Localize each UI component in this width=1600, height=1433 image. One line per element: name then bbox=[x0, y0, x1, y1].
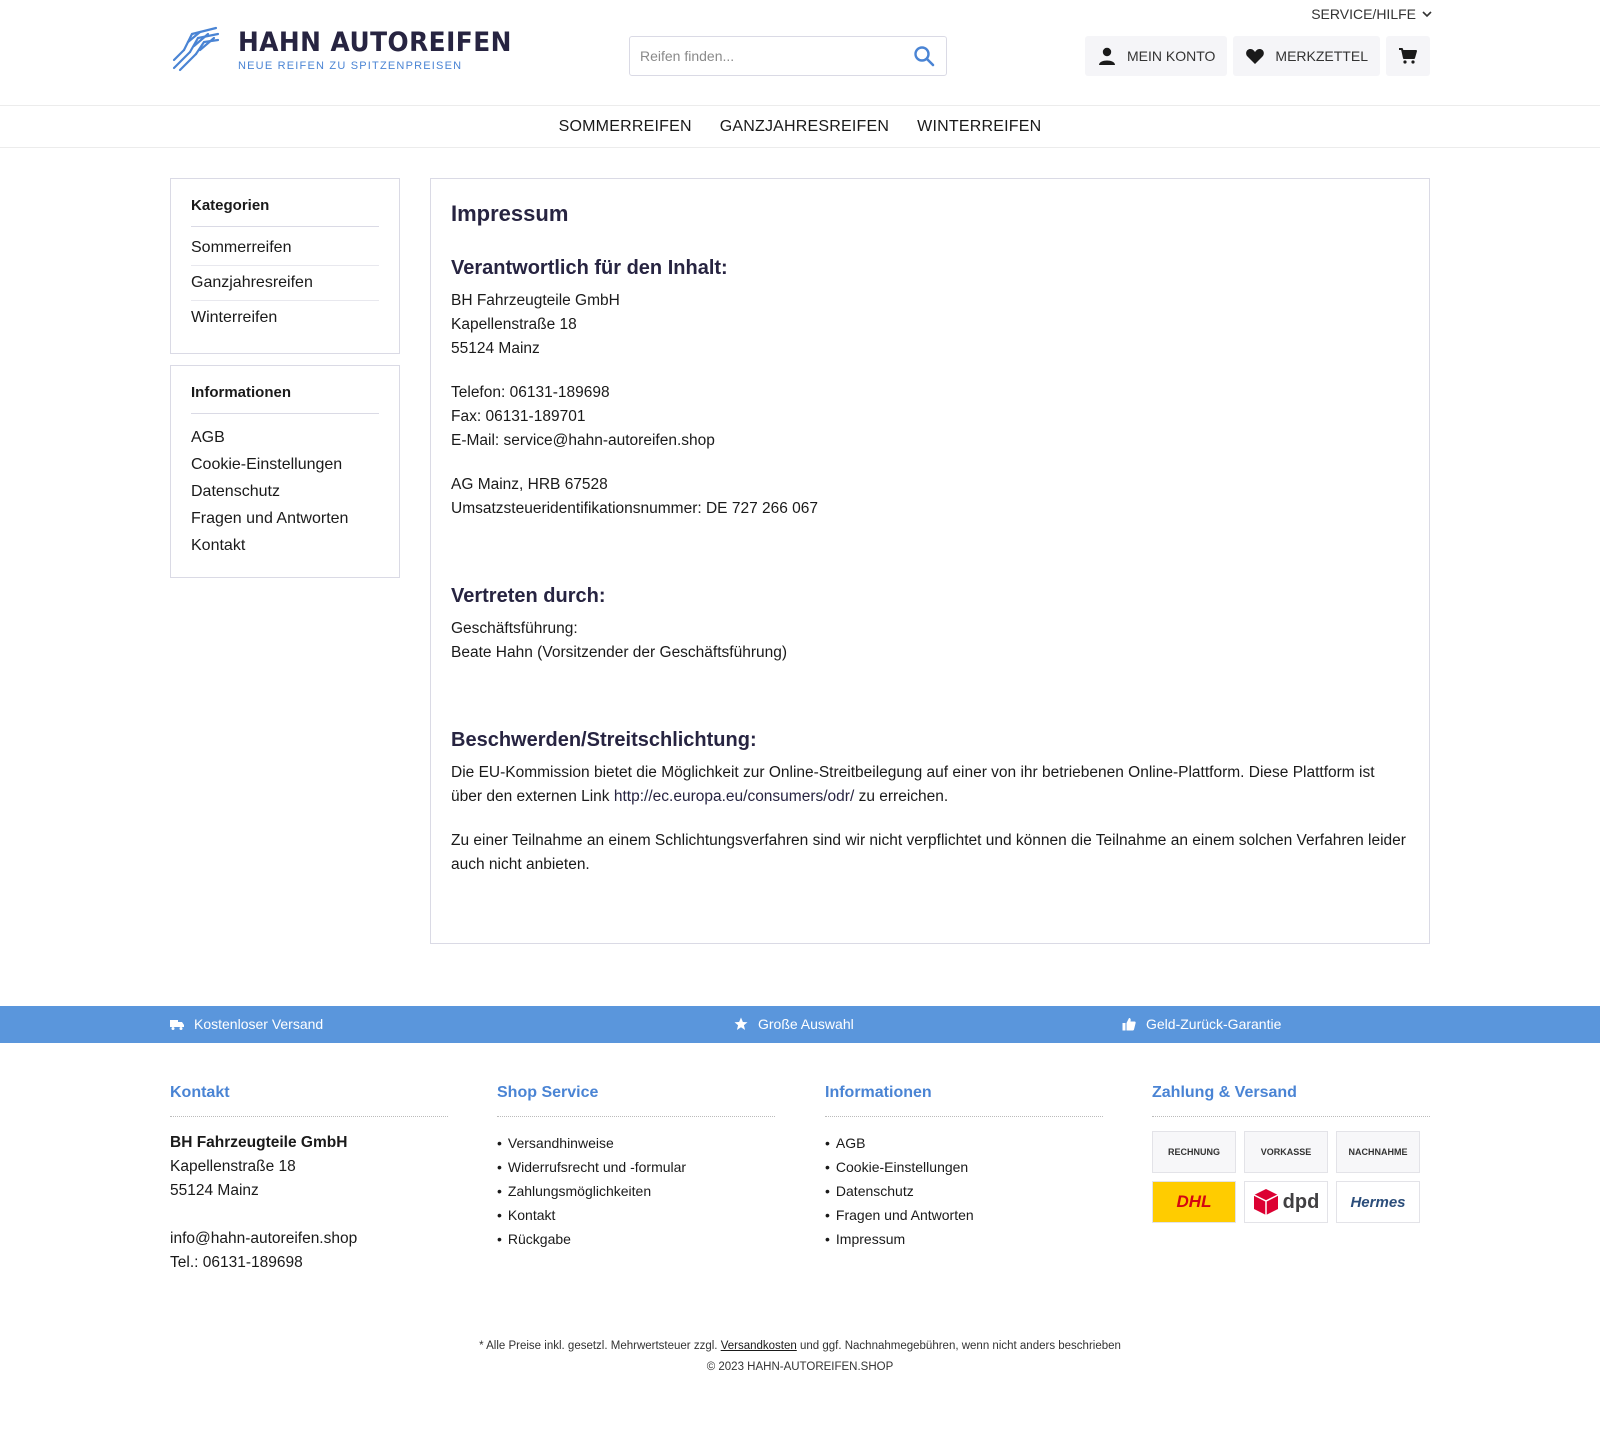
tax-notice bbox=[0, 1336, 1600, 1357]
truck-icon bbox=[170, 1017, 184, 1031]
footer-street: Kapellenstraße 18 bbox=[170, 1158, 296, 1175]
footer-link-rueckgabe[interactable]: • Rückgabe bbox=[497, 1227, 775, 1251]
sidebar-item-datenschutz[interactable]: Datenschutz bbox=[191, 483, 280, 500]
my-account-button[interactable] bbox=[1085, 36, 1227, 76]
usp-free-shipping-label: Kostenloser Versand bbox=[194, 1016, 324, 1032]
fax-number: Fax: 06131-189701 bbox=[451, 408, 586, 425]
footer-payment-shipping bbox=[1152, 1084, 1430, 1223]
tax-notice-suffix: und ggf. Nachnahmegebühren, wenn nicht anders beschrieben bbox=[796, 1340, 1121, 1352]
sidebar-item-cookie-settings[interactable]: Cookie-Einstellungen bbox=[191, 456, 343, 473]
usp-bar bbox=[0, 1006, 1600, 1043]
dpd-label: dpd bbox=[1282, 1190, 1320, 1213]
usp-free-shipping bbox=[170, 1016, 323, 1032]
copyright: © 2023 HAHN-AUTOREIFEN.SHOP bbox=[706, 1361, 894, 1373]
search-input[interactable] bbox=[630, 37, 902, 75]
usp-large-selection bbox=[734, 1016, 854, 1032]
tire-tread-icon bbox=[170, 24, 220, 74]
sidebar-item-ganzjahresreifen[interactable]: Ganzjahresreifen bbox=[191, 266, 379, 301]
star-icon bbox=[734, 1017, 748, 1031]
sidebar-item-kontakt[interactable]: Kontakt bbox=[191, 537, 246, 554]
thumbs-up-icon bbox=[1122, 1017, 1136, 1031]
section-heading-complaints: Beschwerden/Streitschlichtung: bbox=[451, 729, 757, 751]
usp-money-back-label: Geld-Zurück-Garantie bbox=[1146, 1016, 1282, 1032]
footer-contact bbox=[170, 1084, 448, 1275]
footer-link-kontakt[interactable]: • Kontakt bbox=[497, 1203, 775, 1227]
footer-shop-service bbox=[497, 1084, 775, 1251]
nav-item-winterreifen[interactable]: WINTERREIFEN bbox=[917, 117, 1042, 135]
my-account-label: MEIN KONTO bbox=[1127, 48, 1216, 64]
page-title: Impressum bbox=[451, 201, 569, 226]
footer-link-cookie-settings[interactable]: • Cookie-Einstellungen bbox=[825, 1155, 1103, 1179]
sidebar-item-faq[interactable]: Fragen und Antworten bbox=[191, 510, 349, 527]
nav-item-sommerreifen[interactable]: SOMMERREIFEN bbox=[558, 117, 692, 135]
footer-email[interactable]: info@hahn-autoreifen.shop bbox=[170, 1230, 358, 1247]
search-bar bbox=[629, 36, 947, 76]
footer-link-versandhinweise[interactable]: • Versandhinweise bbox=[497, 1131, 775, 1155]
management-label: Geschäftsführung: bbox=[451, 620, 578, 637]
usp-large-selection-label: Große Auswahl bbox=[758, 1016, 854, 1032]
sidebar-categories-title: Kategorien bbox=[191, 197, 379, 227]
payment-nachnahme-badge: NACHNAHME bbox=[1336, 1131, 1420, 1173]
logo[interactable] bbox=[170, 24, 536, 74]
dpd-cube-icon bbox=[1253, 1188, 1279, 1216]
impressum-content bbox=[430, 178, 1430, 944]
usp-money-back bbox=[1122, 1016, 1281, 1032]
section-heading-represented: Vertreten durch: bbox=[451, 585, 606, 607]
odr-text-start: Die EU-Kommission bietet die Möglichkeit zur Online-Streitbeilegung auf einer von ihr betriebenen Online-Plattform. Diese Plattform ist über den externen Link bbox=[451, 764, 1375, 805]
footer-link-faq[interactable]: • Fragen und Antworten bbox=[825, 1203, 1103, 1227]
management-name: Beate Hahn (Vorsitzender der Geschäftsführung) bbox=[451, 644, 788, 661]
cart-button[interactable] bbox=[1386, 36, 1430, 76]
email-address: E-Mail: service@hahn-autoreifen.shop bbox=[451, 432, 715, 449]
wishlist-button[interactable] bbox=[1233, 36, 1380, 76]
nav-item-ganzjahresreifen[interactable]: GANZJAHRESREIFEN bbox=[719, 117, 890, 135]
sidebar-categories bbox=[170, 178, 400, 354]
main-navigation bbox=[0, 105, 1600, 148]
sidebar-information bbox=[170, 365, 400, 578]
vat-id: Umsatzsteueridentifikationsnummer: DE 727 266 067 bbox=[451, 500, 819, 517]
footer-link-zahlungsmoeglichkeiten[interactable]: • Zahlungsmöglichkeiten bbox=[497, 1179, 775, 1203]
sidebar-item-winterreifen[interactable]: Winterreifen bbox=[191, 309, 278, 326]
cart-icon bbox=[1398, 46, 1418, 66]
sidebar-item-agb[interactable]: AGB bbox=[191, 429, 225, 446]
odr-text-end: zu erreichen. bbox=[854, 788, 949, 805]
heart-icon bbox=[1245, 46, 1265, 66]
footer-info-title: Informationen bbox=[825, 1084, 1103, 1117]
wishlist-label: MERKZETTEL bbox=[1275, 48, 1368, 64]
payment-rechnung-badge: RECHNUNG bbox=[1152, 1131, 1236, 1173]
tax-notice-prefix: * Alle Preise inkl. gesetzl. Mehrwertsteuer zzgl. bbox=[479, 1340, 721, 1352]
commercial-register: AG Mainz, HRB 67528 bbox=[451, 476, 608, 493]
legal-notice bbox=[0, 1336, 1600, 1378]
footer-city: 55124 Mainz bbox=[170, 1182, 259, 1199]
service-help-menu[interactable] bbox=[1311, 6, 1432, 22]
brand-name: HAHN AUTOREIFEN bbox=[238, 26, 512, 58]
footer-phone: Tel.: 06131-189698 bbox=[170, 1254, 303, 1271]
brand-tagline: NEUE REIFEN ZU SPITZENPREISEN bbox=[238, 59, 463, 72]
footer-link-agb[interactable]: • AGB bbox=[825, 1131, 1103, 1155]
footer-service-title: Shop Service bbox=[497, 1084, 775, 1117]
arbitration-paragraph: Zu einer Teilnahme an einem Schlichtungsverfahren sind wir nicht verpflichtet und können die Teilnahme an einem solchen Verfahren leider auch nicht anbieten. bbox=[451, 832, 1406, 873]
sidebar-info-title: Informationen bbox=[191, 384, 379, 414]
odr-paragraph bbox=[451, 761, 1409, 809]
carrier-dhl-logo: DHL bbox=[1152, 1181, 1236, 1223]
chevron-down-icon bbox=[1422, 9, 1432, 19]
carrier-dpd-logo bbox=[1244, 1181, 1328, 1223]
phone-number: Telefon: 06131-189698 bbox=[451, 384, 610, 401]
footer-contact-title: Kontakt bbox=[170, 1084, 448, 1117]
shipping-costs-link[interactable]: Versandkosten bbox=[720, 1340, 797, 1352]
footer-link-datenschutz[interactable]: • Datenschutz bbox=[825, 1179, 1103, 1203]
user-icon bbox=[1097, 46, 1117, 66]
footer-company: BH Fahrzeugteile GmbH bbox=[170, 1134, 348, 1151]
search-icon bbox=[913, 45, 935, 67]
footer-payment-title: Zahlung & Versand bbox=[1152, 1084, 1430, 1117]
sidebar-item-sommerreifen[interactable]: Sommerreifen bbox=[191, 231, 379, 266]
company-street: Kapellenstraße 18 bbox=[451, 316, 577, 333]
footer-information bbox=[825, 1084, 1103, 1251]
company-name: BH Fahrzeugteile GmbH bbox=[451, 292, 620, 309]
odr-link[interactable]: http://ec.europa.eu/consumers/odr/ bbox=[613, 788, 855, 805]
carrier-hermes-logo: Hermes bbox=[1336, 1181, 1420, 1223]
payment-vorkasse-badge: VORKASSE bbox=[1244, 1131, 1328, 1173]
footer-link-impressum[interactable]: • Impressum bbox=[825, 1227, 1103, 1251]
footer-link-widerrufsrecht[interactable]: • Widerrufsrecht und -formular bbox=[497, 1155, 775, 1179]
service-help-label: SERVICE/HILFE bbox=[1311, 6, 1416, 22]
search-button[interactable] bbox=[902, 37, 946, 75]
section-heading-responsible: Verantwortlich für den Inhalt: bbox=[451, 257, 728, 279]
company-city: 55124 Mainz bbox=[451, 340, 540, 357]
